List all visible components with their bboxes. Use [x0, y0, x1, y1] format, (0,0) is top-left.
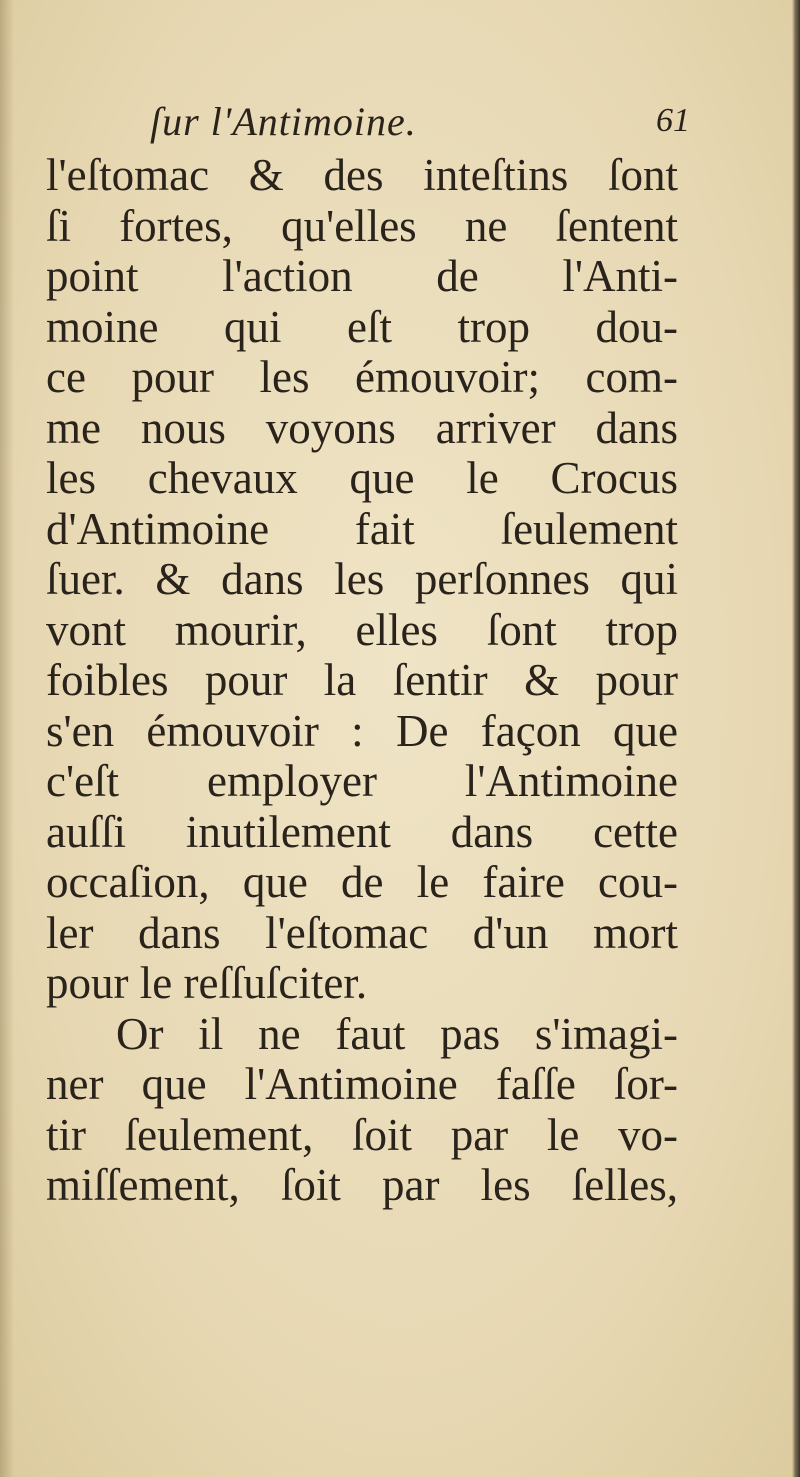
- text-line: auſſi inutilement dans cette: [46, 806, 678, 857]
- text-line: pour le reſſuſciter.: [46, 958, 368, 1008]
- text-line: ſi fortes, qu'elles ne ſentent: [46, 200, 678, 251]
- text-line: ner que l'Antimoine faſſe ſor-: [46, 1059, 678, 1109]
- running-title: ſur l'Antimoine.: [150, 99, 417, 144]
- text-line: ce pour les émouvoir; com-: [46, 352, 678, 402]
- text-line: foibles pour la ſentir & pour: [46, 655, 678, 705]
- page-number: 61: [656, 102, 690, 139]
- text-line: ſuer. & dans les perſonnes qui: [46, 554, 678, 604]
- text-line: les chevaux que le Crocus: [46, 453, 678, 503]
- text-line: miſſement, ſoit par les ſelles,: [46, 1160, 678, 1210]
- text-line: point l'action de l'Anti-: [46, 251, 678, 301]
- text-line: moine qui eſt trop dou-: [46, 301, 678, 352]
- text-line: d'Antimoine fait ſeulement: [46, 503, 678, 554]
- running-head: [150, 98, 690, 150]
- text-line: tir ſeulement, ſoit par le vo-: [46, 1109, 678, 1160]
- body-text: [46, 150, 678, 1211]
- text-line: me nous voyons arriver dans: [46, 402, 678, 453]
- text-line: l'eſtomac & des inteſtins ſont: [46, 150, 678, 200]
- text-line: Or il ne faut pas s'imagi-: [116, 1008, 678, 1059]
- text-line: c'eſt employer l'Antimoine: [46, 756, 678, 806]
- text-line: occaſion, que de le faire cou-: [46, 857, 678, 907]
- text-line: vont mourir, elles ſont trop: [46, 604, 678, 655]
- text-line: s'en émouvoir : De façon que: [46, 705, 678, 756]
- text-line: ler dans l'eſtomac d'un mort: [46, 907, 678, 958]
